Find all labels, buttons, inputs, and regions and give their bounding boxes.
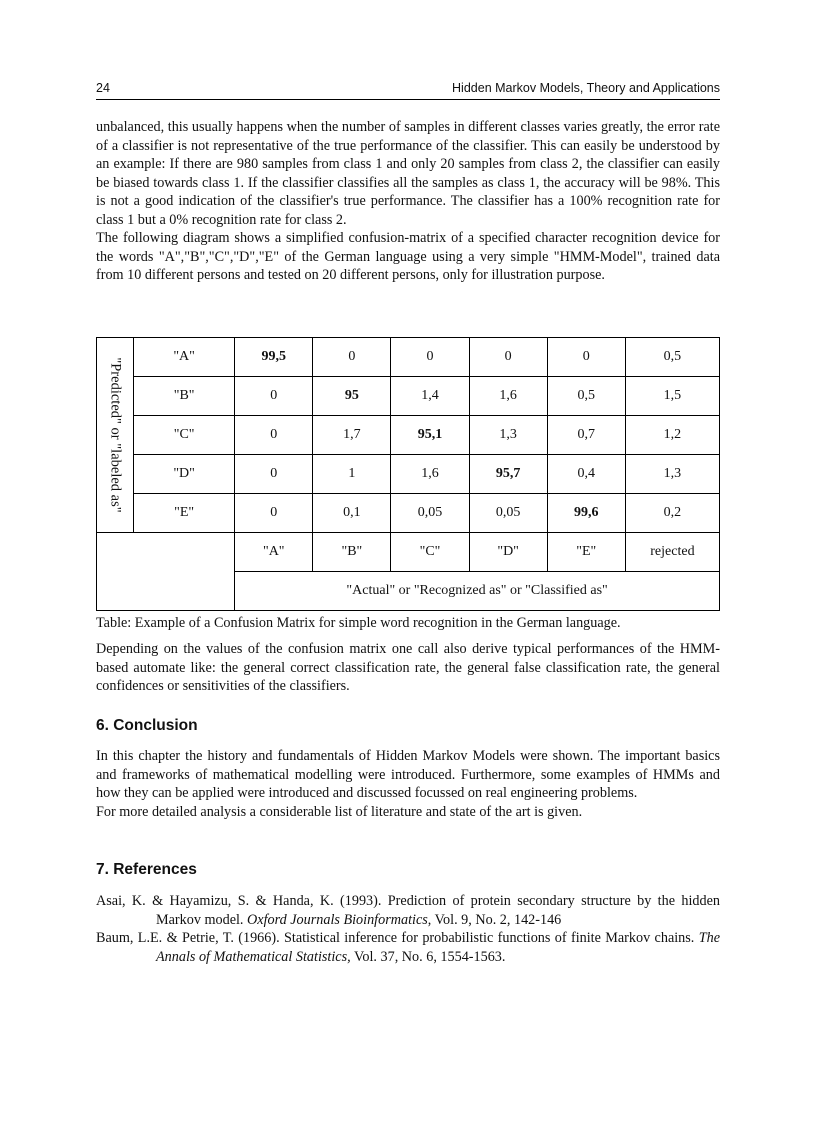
row-label: "E" (134, 494, 235, 533)
table-cell: 1,6 (469, 377, 547, 416)
reference-authors: Baum, L.E. & Petrie, T. (1966). Statistical inference for probabilistic functions of finite Markov chains. (96, 930, 695, 946)
table-cell: 0,5 (625, 338, 719, 377)
y-axis-label-cell (97, 338, 134, 533)
paragraph-unbalanced: unbalanced, this usually happens when the number of samples in different classes varies greatly, the error rate of a classifier is not representative of the true performance of the classifier. This can easily be understood by an example: If there are 980 samples from class 1 and only 20 samples from class 2, the classifier can easily be biased towards class 1. If the classifier classifies all the samples as class 1, the accuracy will be 98%. This is not a good indication of the classifier's true performance. The classifier has a 100% recognition rate for class 1 but a 0% recognition rate for class 2. (96, 119, 720, 228)
running-title: Hidden Markov Models, Theory and Applications (452, 81, 720, 95)
column-label: "D" (469, 533, 547, 572)
reference-item (96, 892, 720, 929)
page-number: 24 (96, 81, 110, 95)
table-cell: 95 (313, 377, 391, 416)
table-cell: 0,1 (313, 494, 391, 533)
conclusion-text (96, 747, 720, 821)
table-cell: 95,1 (391, 416, 469, 455)
table-row (97, 416, 720, 455)
table-row (97, 494, 720, 533)
table-row (97, 338, 720, 377)
table-cell: 1,4 (391, 377, 469, 416)
reference-details: , Vol. 9, No. 2, 142-146 (427, 911, 562, 928)
table-cell: 0,05 (469, 494, 547, 533)
table-cell: 0 (235, 416, 313, 455)
paragraph-conclusion: In this chapter the history and fundamentals of Hidden Markov Models were shown. The important basics and frameworks of mathematical modelling were introduced. Furthermore, some examples of HMMs and how they can be applied were introduced and discussed focussed on real engineering problems. (96, 748, 720, 801)
column-label: "E" (547, 533, 625, 572)
reference-item (96, 929, 720, 966)
table-cell: 0 (313, 338, 391, 377)
table-cell: 0 (469, 338, 547, 377)
page-header (96, 81, 720, 100)
table-cell: 1,5 (625, 377, 719, 416)
reference-authors: Asai, K. & Hayamizu, S. & Handa, K. (1993). Prediction of protein secondary structure by the hidden Markov model. (96, 893, 720, 928)
row-label: "D" (134, 455, 235, 494)
paragraph-performances: Depending on the values of the confusion matrix one call also derive typical performances of the HMM-based automate like: the general correct classification rate, the general false classification rate, the general confidences or sensitivities of the classifiers. (96, 641, 720, 694)
y-axis-label: "Predicted" or "labeled as" (107, 357, 124, 513)
row-label: "A" (134, 338, 235, 377)
table-cell: 0 (235, 377, 313, 416)
table-cell: 0 (391, 338, 469, 377)
reference-details: Vol. 37, No. 6, 1554-1563. (350, 948, 506, 965)
table-cell: 1,3 (625, 455, 719, 494)
confusion-matrix-table (96, 337, 720, 611)
table-cell: 1,3 (469, 416, 547, 455)
column-label: "C" (391, 533, 469, 572)
reference-journal: The Annals of Mathematical Statistics, (156, 930, 720, 965)
table-cell: 95,7 (469, 455, 547, 494)
section-heading-conclusion: 6. Conclusion (96, 717, 198, 734)
table-cell: 0,5 (547, 377, 625, 416)
column-label: "B" (313, 533, 391, 572)
reference-journal: Oxford Journals Bioinformatics (247, 911, 428, 928)
reference-list (96, 892, 720, 966)
table-row (97, 455, 720, 494)
table-cell: 0 (235, 455, 313, 494)
empty-corner-cell (97, 533, 235, 611)
intro-text (96, 118, 720, 285)
table-cell: 1,2 (625, 416, 719, 455)
table-cell: 0,4 (547, 455, 625, 494)
row-label: "B" (134, 377, 235, 416)
table-row (97, 533, 720, 572)
table-cell: 99,6 (547, 494, 625, 533)
table-cell: 0,7 (547, 416, 625, 455)
table-caption: Table: Example of a Confusion Matrix for simple word recognition in the German language. (96, 615, 621, 631)
column-label: "A" (235, 533, 313, 572)
paragraph-diagram-intro: The following diagram shows a simplified confusion-matrix of a specified character recognition device for the words "A","B","C","D","E" of the German language using a very simple "HMM-Model", trained data from 10 different persons and tested on 20 different persons, only for illustration purpose. (96, 230, 720, 283)
table-row (97, 377, 720, 416)
section-heading-references: 7. References (96, 861, 197, 878)
table-cell: 1 (313, 455, 391, 494)
table-cell: 0 (547, 338, 625, 377)
table-cell: 0 (235, 494, 313, 533)
table-cell: 1,7 (313, 416, 391, 455)
table-cell: 1,6 (391, 455, 469, 494)
row-label: "C" (134, 416, 235, 455)
table-cell: 0,2 (625, 494, 719, 533)
x-axis-label: "Actual" or "Recognized as" or "Classified as" (235, 572, 720, 611)
table-cell: 99,5 (235, 338, 313, 377)
paragraph-literature: For more detailed analysis a considerable list of literature and state of the art is given. (96, 803, 583, 820)
column-label: rejected (625, 533, 719, 572)
table-cell: 0,05 (391, 494, 469, 533)
